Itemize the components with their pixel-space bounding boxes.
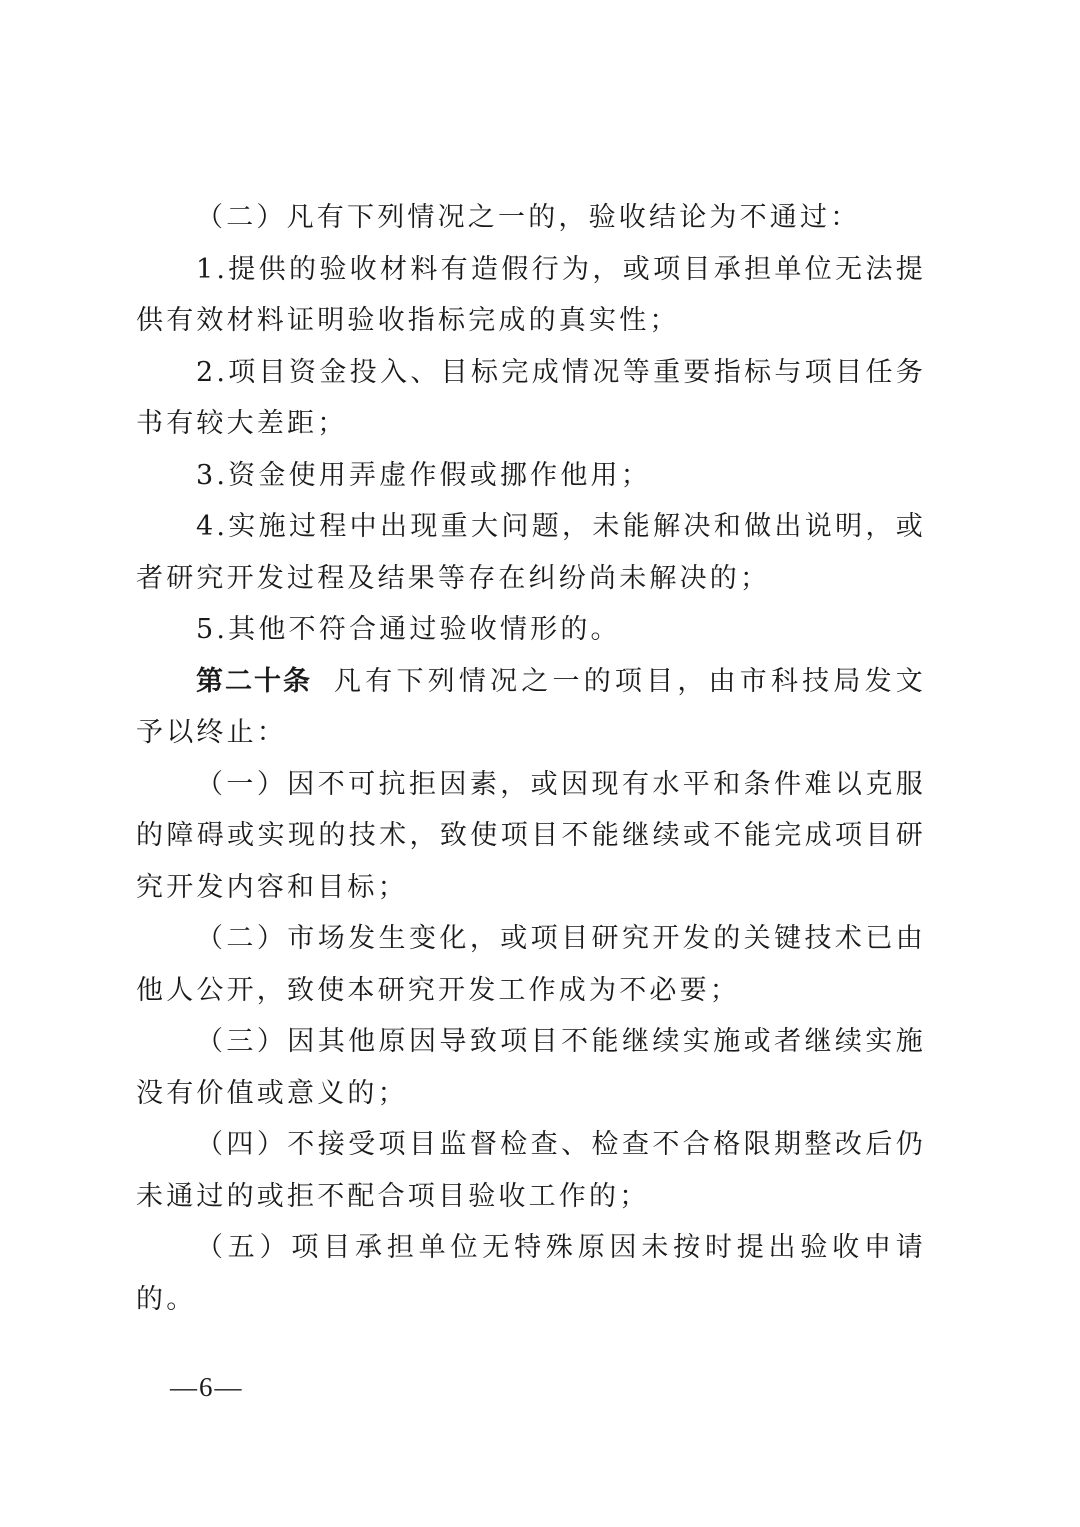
paragraph-item-4: 4.实施过程中出现重大问题，未能解决和做出说明，或者研究开发过程及结果等存在纠纷尚未解决的； bbox=[136, 511, 926, 594]
document-body bbox=[136, 192, 926, 1325]
paragraph-item-3: 3.资金使用弄虚作假或挪作他用； bbox=[196, 459, 651, 491]
article-20-paragraph bbox=[136, 656, 926, 759]
article-20-heading: 第二十条 bbox=[196, 665, 313, 697]
article-20-text: 凡有下列情况之一的项目，由市科技局发文予以终止： bbox=[136, 665, 926, 748]
paragraph-termination-1: （一）因不可抗拒因素，或因现有水平和条件难以克服的障碍或实现的技术，致使项目不能继续或不能完成项目研究开发内容和目标； bbox=[136, 768, 926, 903]
paragraph-item-5: 5.其他不符合通过验收情形的。 bbox=[196, 614, 621, 645]
paragraph-termination-3: （三）因其他原因导致项目不能继续实施或者继续实施没有价值或意义的； bbox=[136, 1026, 926, 1109]
page-number: —6— bbox=[170, 1372, 244, 1402]
paragraph-termination-4: （四）不接受项目监督检查、检查不合格限期整改后仍未通过的或拒不配合项目验收工作的； bbox=[136, 1129, 926, 1212]
paragraph-item-2: 2.项目资金投入、目标完成情况等重要指标与项目任务书有较大差距； bbox=[136, 356, 926, 439]
paragraph-termination-5: （五）项目承担单位无特殊原因未按时提出验收申请的。 bbox=[136, 1232, 926, 1315]
paragraph-verdict-fail-heading: （二）凡有下列情况之一的，验收结论为不通过： bbox=[196, 202, 861, 233]
paragraph-termination-2: （二）市场发生变化，或项目研究开发的关键技术已由他人公开，致使本研究开发工作成为不必要； bbox=[136, 923, 926, 1006]
paragraph-item-1: 1.提供的验收材料有造假行为，或项目承担单位无法提供有效材料证明验收指标完成的真实性； bbox=[136, 253, 926, 336]
